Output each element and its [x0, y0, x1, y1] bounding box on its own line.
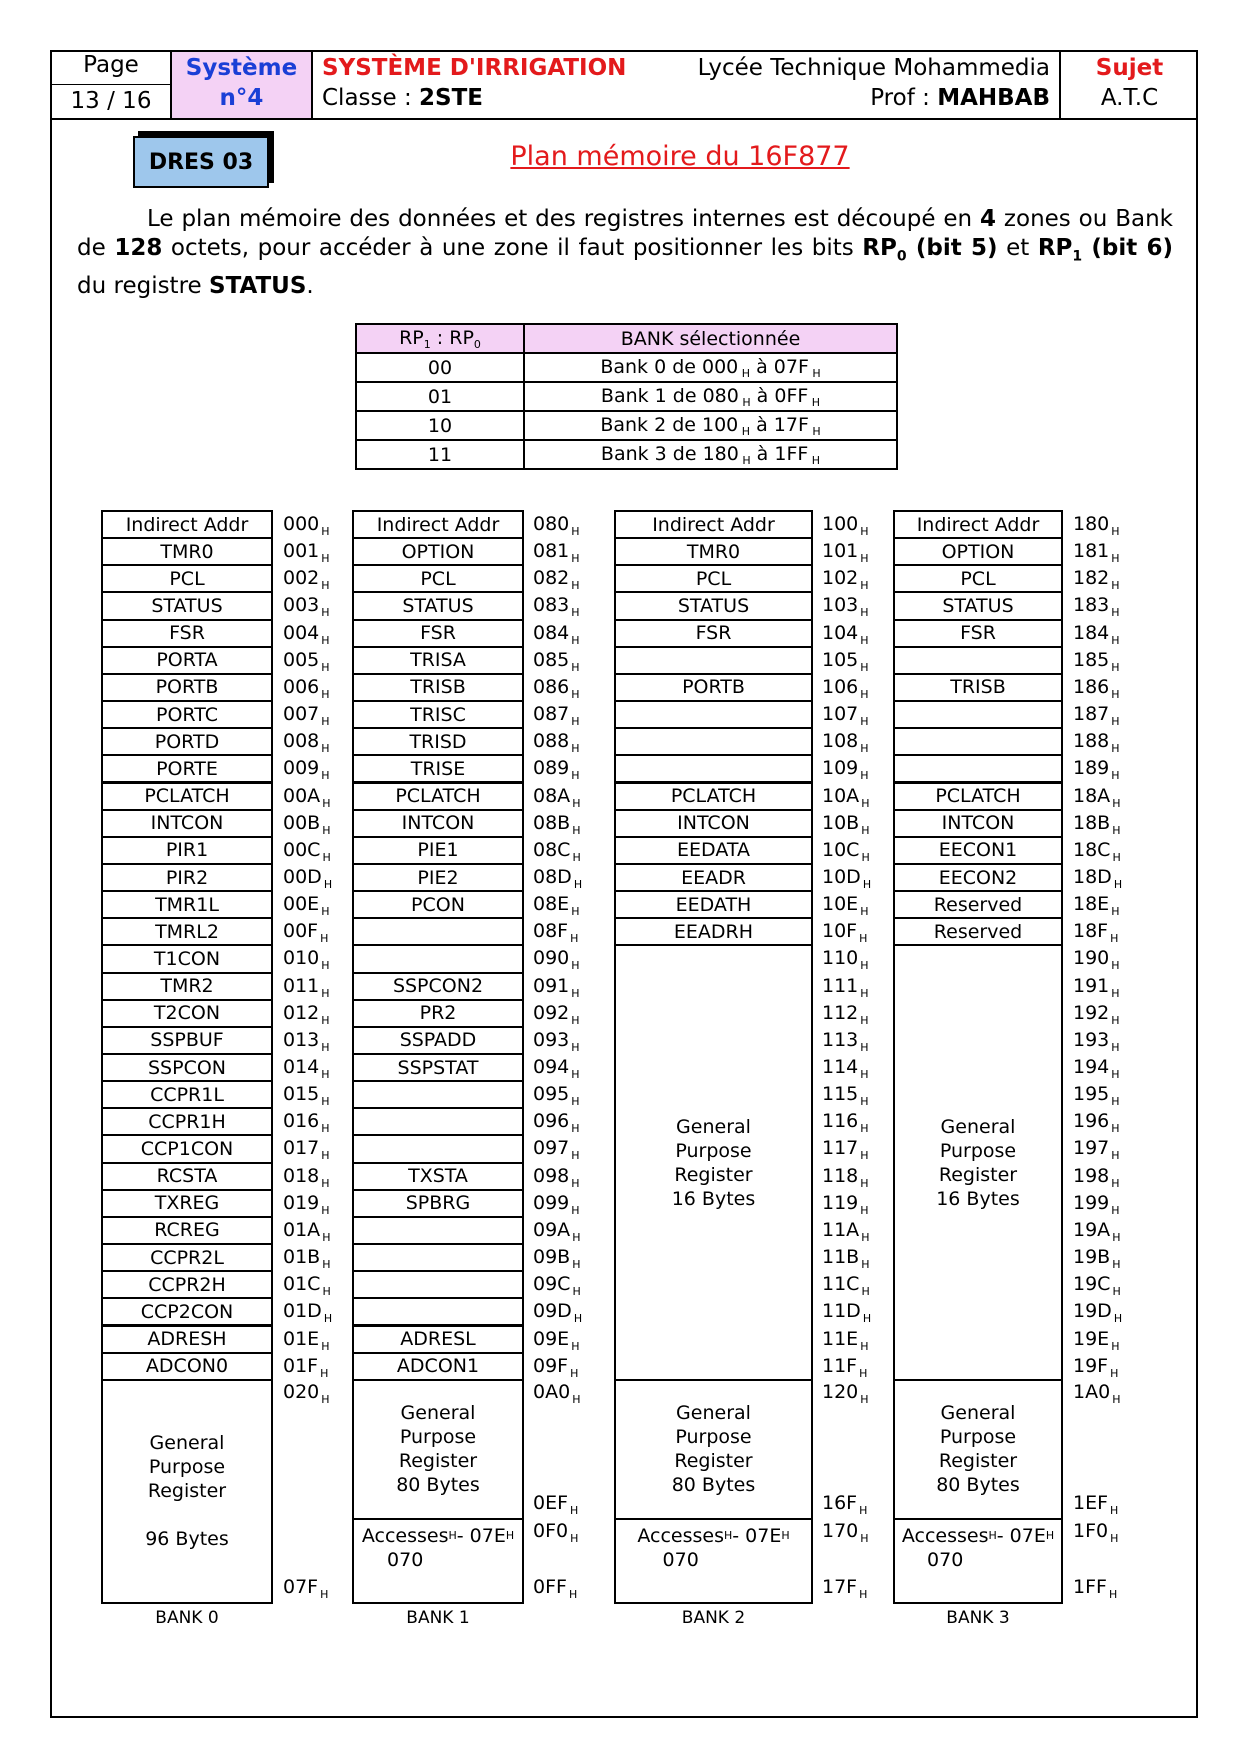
address-label: 190 $_H$ [1073, 947, 1120, 973]
register-cell [352, 1297, 524, 1326]
register-cell: PCLATCH [893, 782, 1063, 811]
address-label: 088 $_H$ [533, 730, 580, 756]
system-label: Système [185, 55, 298, 81]
address-label: 10B $_H$ [822, 811, 870, 837]
doc-title: SYSTÈME D'IRRIGATION [322, 55, 627, 81]
system-number: n°4 [219, 85, 264, 111]
register-cell: INTCON [614, 809, 813, 838]
address-label: 11A $_H$ [822, 1218, 870, 1244]
address-label: 020 $_H$ [283, 1380, 330, 1406]
gpr-block: General Purpose Register 80 Bytes [893, 1379, 1063, 1520]
address-label: 19F $_H$ [1073, 1354, 1119, 1380]
dres-badge: DRES 03 [133, 136, 269, 188]
register-cell [352, 1080, 524, 1109]
register-cell: PCLATCH [101, 782, 273, 811]
address-label: 10A $_H$ [822, 784, 870, 810]
address-label: 11F $_H$ [822, 1354, 868, 1380]
address-label: 005 $_H$ [283, 648, 330, 674]
address-label: 082 $_H$ [533, 567, 580, 593]
register-cell: Indirect Addr [101, 510, 273, 539]
table-header: BANK sélectionnée [524, 324, 897, 353]
address-label: 08A $_H$ [533, 784, 581, 810]
address-label: 09F $_H$ [533, 1354, 579, 1380]
register-cell: ADCON0 [101, 1352, 273, 1381]
address-label: 09E $_H$ [533, 1327, 580, 1353]
address-label: 18F $_H$ [1073, 920, 1119, 946]
register-cell: SPBRG [352, 1189, 524, 1218]
register-cell: TRISB [352, 673, 524, 702]
address-label: 09A $_H$ [533, 1218, 581, 1244]
register-cell: TXREG [101, 1189, 273, 1218]
subject-value: A.T.C [1100, 85, 1159, 111]
register-cell: TRISD [352, 727, 524, 756]
register-cell [352, 917, 524, 946]
register-cell: PCON [352, 890, 524, 919]
gpr-block: General Purpose Register 80 Bytes [352, 1379, 524, 1520]
prof-line [660, 85, 1050, 111]
gpr-16-block: General Purpose Register 16 Bytes [614, 944, 813, 1380]
page-number: 13 / 16 [70, 88, 152, 114]
divider [311, 50, 313, 119]
register-cell: PORTA [101, 646, 273, 675]
register-cell: EEADR [614, 863, 813, 892]
address-label: 07F $_H$ [283, 1576, 329, 1601]
bits-cell: 10 [356, 411, 524, 440]
address-label: 0A0 $_H$ [533, 1380, 581, 1406]
register-cell: TXSTA [352, 1162, 524, 1191]
register-cell: OPTION [893, 537, 1063, 566]
register-cell: INTCON [352, 809, 524, 838]
address-label: 090 $_H$ [533, 947, 580, 973]
address-label: 0F0 $_H$ [533, 1520, 579, 1545]
address-label: 089 $_H$ [533, 757, 580, 783]
address-label: 000 $_H$ [283, 513, 330, 538]
address-label: 182 $_H$ [1073, 567, 1120, 593]
bank-label: BANK 0 [155, 1608, 219, 1628]
address-label: 19C $_H$ [1073, 1273, 1121, 1299]
register-cell: PR2 [352, 999, 524, 1028]
register-cell: TMR0 [101, 537, 273, 566]
address-label: 114 $_H$ [822, 1056, 869, 1081]
register-cell: FSR [893, 619, 1063, 648]
address-label: 01D $_H$ [283, 1300, 333, 1326]
access-block: Accesses 070 H - 07E H [614, 1518, 813, 1604]
address-label: 003 $_H$ [283, 594, 330, 620]
register-cell: Reserved [893, 890, 1063, 919]
register-cell: PIE1 [352, 836, 524, 865]
address-label: 0FF $_H$ [533, 1576, 578, 1601]
register-cell: TRISB [893, 673, 1063, 702]
address-label: 1EF $_H$ [1073, 1492, 1119, 1517]
register-cell [352, 1243, 524, 1272]
address-label: 196 $_H$ [1073, 1110, 1120, 1136]
register-cell: CCPR1L [101, 1080, 273, 1109]
address-label: 106 $_H$ [822, 675, 869, 701]
address-label: 11E $_H$ [822, 1327, 869, 1353]
register-cell: TRISA [352, 646, 524, 675]
address-label: 002 $_H$ [283, 567, 330, 593]
register-cell: SSPBUF [101, 1026, 273, 1055]
address-label: 18A $_H$ [1073, 784, 1121, 810]
address-label: 181 $_H$ [1073, 540, 1120, 566]
address-label: 091 $_H$ [533, 974, 580, 1000]
address-label: 193 $_H$ [1073, 1028, 1120, 1054]
register-cell: OPTION [352, 537, 524, 566]
register-cell: PCL [614, 564, 813, 593]
address-label: 08C $_H$ [533, 838, 581, 864]
address-label: 016 $_H$ [283, 1110, 330, 1136]
bank-range-cell: Bank 0 de 000 $_H$ à 07F $_H$ [524, 353, 897, 382]
register-cell: SSPCON [101, 1053, 273, 1082]
register-cell: Indirect Addr [893, 510, 1063, 539]
address-label: 189 $_H$ [1073, 757, 1120, 783]
address-label: 10E $_H$ [822, 893, 869, 919]
address-label: 195 $_H$ [1073, 1083, 1120, 1109]
register-cell: SSPSTAT [352, 1053, 524, 1082]
address-label: 16F $_H$ [822, 1492, 868, 1517]
table-row [356, 382, 897, 411]
address-label: 18E $_H$ [1073, 893, 1120, 919]
header-bottom-line [50, 118, 1198, 120]
bank-range-cell: Bank 2 de 100 $_H$ à 17F $_H$ [524, 411, 897, 440]
address-label: 00C $_H$ [283, 838, 331, 864]
access-block: Accesses 070 H - 07E H [352, 1518, 524, 1604]
access-block: Accesses 070 H - 07E H [893, 1518, 1063, 1604]
address-label: 116 $_H$ [822, 1110, 869, 1136]
register-cell: INTCON [101, 809, 273, 838]
register-cell: STATUS [101, 591, 273, 620]
address-label: 186 $_H$ [1073, 675, 1120, 701]
address-label: 111 $_H$ [822, 974, 869, 1000]
register-cell: PIE2 [352, 863, 524, 892]
address-label: 18B $_H$ [1073, 811, 1121, 837]
address-label: 008 $_H$ [283, 730, 330, 756]
address-label: 10D $_H$ [822, 865, 872, 891]
address-label: 109 $_H$ [822, 757, 869, 783]
address-label: 01F $_H$ [283, 1354, 329, 1380]
register-cell: PIR1 [101, 836, 273, 865]
register-cell: PORTB [101, 673, 273, 702]
address-label: 119 $_H$ [822, 1191, 869, 1217]
address-label: 096 $_H$ [533, 1110, 580, 1136]
address-label: 01A $_H$ [283, 1218, 331, 1244]
address-label: 185 $_H$ [1073, 648, 1120, 674]
address-label: 108 $_H$ [822, 730, 869, 756]
register-cell: TMR0 [614, 537, 813, 566]
address-label: 01C $_H$ [283, 1273, 331, 1299]
table-row [356, 353, 897, 382]
register-cell: ADCON1 [352, 1352, 524, 1381]
register-cell: EECON1 [893, 836, 1063, 865]
address-label: 09C $_H$ [533, 1273, 581, 1299]
register-cell: STATUS [614, 591, 813, 620]
class-value: 2STE [419, 85, 483, 111]
register-cell: CCPR1H [101, 1107, 273, 1136]
bits-cell: 11 [356, 440, 524, 469]
address-label: 103 $_H$ [822, 594, 869, 620]
prof-label: Prof : [870, 85, 938, 111]
address-label: 11B $_H$ [822, 1246, 870, 1272]
register-cell: PORTD [101, 727, 273, 756]
address-label: 08D $_H$ [533, 865, 583, 891]
address-label: 19D $_H$ [1073, 1300, 1123, 1326]
register-cell: TRISE [352, 754, 524, 783]
bits-cell: 00 [356, 353, 524, 382]
register-cell [893, 754, 1063, 783]
address-label: 0EF $_H$ [533, 1492, 579, 1517]
address-label: 120 $_H$ [822, 1380, 869, 1406]
address-label: 095 $_H$ [533, 1083, 580, 1109]
register-cell [614, 646, 813, 675]
address-label: 00B $_H$ [283, 811, 331, 837]
register-cell [352, 1134, 524, 1163]
register-cell: PORTB [614, 673, 813, 702]
address-label: 010 $_H$ [283, 947, 330, 973]
class-line [322, 85, 483, 111]
register-cell: PORTC [101, 700, 273, 729]
address-label: 019 $_H$ [283, 1191, 330, 1217]
address-label: 184 $_H$ [1073, 621, 1120, 647]
address-label: 018 $_H$ [283, 1164, 330, 1190]
divider [50, 84, 171, 85]
address-label: 19E $_H$ [1073, 1327, 1120, 1353]
address-label: 084 $_H$ [533, 621, 580, 647]
address-label: 183 $_H$ [1073, 594, 1120, 620]
address-label: 110 $_H$ [822, 947, 869, 973]
register-cell: EEDATA [614, 836, 813, 865]
register-cell [614, 754, 813, 783]
address-label: 015 $_H$ [283, 1083, 330, 1109]
address-label: 192 $_H$ [1073, 1001, 1120, 1027]
register-cell: Indirect Addr [352, 510, 524, 539]
register-cell: PCLATCH [352, 782, 524, 811]
address-label: 09B $_H$ [533, 1246, 581, 1272]
register-cell: RCSTA [101, 1162, 273, 1191]
address-label: 00E $_H$ [283, 893, 330, 919]
address-label: 01B $_H$ [283, 1246, 331, 1272]
register-cell: SSPADD [352, 1026, 524, 1055]
gpr-block: General Purpose Register 96 Bytes [101, 1379, 273, 1604]
address-label: 013 $_H$ [283, 1028, 330, 1054]
register-cell: PCL [101, 564, 273, 593]
address-label: 09D $_H$ [533, 1300, 583, 1326]
address-label: 093 $_H$ [533, 1028, 580, 1054]
address-label: 017 $_H$ [283, 1137, 330, 1163]
register-cell: RCREG [101, 1216, 273, 1245]
register-cell: TMR1L [101, 890, 273, 919]
register-cell: PCL [352, 564, 524, 593]
address-label: 115 $_H$ [822, 1083, 869, 1109]
bank-label: BANK 3 [946, 1608, 1010, 1628]
table-header: $RP_1$ : $RP_0$ [356, 324, 524, 353]
register-cell: FSR [352, 619, 524, 648]
address-label: 00A $_H$ [283, 784, 331, 810]
address-label: 00D $_H$ [283, 865, 333, 891]
register-cell [352, 1216, 524, 1245]
register-cell: STATUS [352, 591, 524, 620]
address-label: 117 $_H$ [822, 1137, 869, 1163]
register-cell: EEDATH [614, 890, 813, 919]
register-cell: CCP1CON [101, 1134, 273, 1163]
register-cell [352, 1270, 524, 1299]
address-label: 180 $_H$ [1073, 513, 1120, 538]
address-label: 001 $_H$ [283, 540, 330, 566]
register-cell: EECON2 [893, 863, 1063, 892]
address-label: 105 $_H$ [822, 648, 869, 674]
address-label: 17F $_H$ [822, 1576, 868, 1601]
address-label: 100 $_H$ [822, 513, 869, 538]
address-label: 098 $_H$ [533, 1164, 580, 1190]
address-label: 198 $_H$ [1073, 1164, 1120, 1190]
address-label: 009 $_H$ [283, 757, 330, 783]
address-label: 18D $_H$ [1073, 865, 1123, 891]
gpr-block: General Purpose Register 80 Bytes [614, 1379, 813, 1520]
address-label: 18C $_H$ [1073, 838, 1121, 864]
address-label: 101 $_H$ [822, 540, 869, 566]
address-label: 1A0 $_H$ [1073, 1380, 1121, 1406]
register-cell: T1CON [101, 944, 273, 973]
address-label: 170 $_H$ [822, 1520, 869, 1545]
address-label: 01E $_H$ [283, 1327, 330, 1353]
address-label: 08F $_H$ [533, 920, 579, 946]
address-label: 081 $_H$ [533, 540, 580, 566]
subject-label: Sujet [1095, 55, 1164, 81]
register-cell: EEADRH [614, 917, 813, 946]
address-label: 099 $_H$ [533, 1191, 580, 1217]
address-label: 1F0 $_H$ [1073, 1520, 1119, 1545]
bank-select-table [355, 323, 898, 470]
table-row [356, 440, 897, 469]
address-label: 188 $_H$ [1073, 730, 1120, 756]
register-cell: FSR [101, 619, 273, 648]
address-label: 107 $_H$ [822, 703, 869, 729]
address-label: 012 $_H$ [283, 1001, 330, 1027]
register-cell: STATUS [893, 591, 1063, 620]
register-cell: Reserved [893, 917, 1063, 946]
page-label: Page [83, 52, 139, 78]
address-label: 08E $_H$ [533, 893, 580, 919]
class-label: Classe : [322, 85, 420, 111]
register-cell: FSR [614, 619, 813, 648]
address-label: 1FF $_H$ [1073, 1576, 1118, 1601]
address-label: 102 $_H$ [822, 567, 869, 593]
address-label: 19B $_H$ [1073, 1246, 1121, 1272]
address-label: 197 $_H$ [1073, 1137, 1120, 1163]
gpr-16-block: General Purpose Register 16 Bytes [893, 944, 1063, 1380]
address-label: 006 $_H$ [283, 675, 330, 701]
register-cell: CCP2CON [101, 1297, 273, 1326]
address-label: 191 $_H$ [1073, 974, 1120, 1000]
address-label: 194 $_H$ [1073, 1056, 1120, 1081]
address-label: 08B $_H$ [533, 811, 581, 837]
address-label: 004 $_H$ [283, 621, 330, 647]
register-cell [352, 944, 524, 973]
intro-paragraph: Le plan mémoire des données et des registres internes est découpé en 4 zones ou Bank de 128 octets, pour accéder à une zone il faut positionner les bits $RP_0$ (bit 5) et $RP_1$ (bit 6) du registre STATUS. [77, 206, 1174, 299]
register-cell: CCPR2L [101, 1243, 273, 1272]
bank-range-cell: Bank 1 de 080 $_H$ à 0FF $_H$ [524, 382, 897, 411]
address-label: 118 $_H$ [822, 1164, 869, 1190]
address-label: 094 $_H$ [533, 1056, 580, 1081]
address-label: 014 $_H$ [283, 1056, 330, 1081]
register-cell: TMRL2 [101, 917, 273, 946]
address-label: 007 $_H$ [283, 703, 330, 729]
register-cell [352, 1107, 524, 1136]
register-cell: ADRESH [101, 1325, 273, 1354]
register-cell [614, 700, 813, 729]
address-label: 087 $_H$ [533, 703, 580, 729]
address-label: 083 $_H$ [533, 594, 580, 620]
register-cell: TMR2 [101, 972, 273, 1001]
register-cell: PCL [893, 564, 1063, 593]
register-cell [893, 700, 1063, 729]
register-cell: TRISC [352, 700, 524, 729]
address-label: 11D $_H$ [822, 1300, 872, 1326]
register-cell: ADRESL [352, 1325, 524, 1354]
register-cell: PCLATCH [614, 782, 813, 811]
address-label: 00F $_H$ [283, 920, 329, 946]
address-label: 092 $_H$ [533, 1001, 580, 1027]
address-label: 104 $_H$ [822, 621, 869, 647]
register-cell: SSPCON2 [352, 972, 524, 1001]
register-cell: Indirect Addr [614, 510, 813, 539]
bank-range-cell: Bank 3 de 180 $_H$ à 1FF $_H$ [524, 440, 897, 469]
register-cell: INTCON [893, 809, 1063, 838]
address-label: 085 $_H$ [533, 648, 580, 674]
address-label: 086 $_H$ [533, 675, 580, 701]
address-label: 11C $_H$ [822, 1273, 870, 1299]
register-cell: CCPR2H [101, 1270, 273, 1299]
register-cell: PORTE [101, 754, 273, 783]
address-label: 10F $_H$ [822, 920, 868, 946]
bank-label: BANK 1 [406, 1608, 470, 1628]
bank-label: BANK 2 [681, 1608, 746, 1628]
address-label: 199 $_H$ [1073, 1191, 1120, 1217]
address-label: 113 $_H$ [822, 1028, 869, 1054]
register-cell: T2CON [101, 999, 273, 1028]
register-cell [893, 727, 1063, 756]
address-label: 19A $_H$ [1073, 1218, 1121, 1244]
table-row [356, 411, 897, 440]
prof-value: MAHBAB [937, 85, 1050, 111]
address-label: 097 $_H$ [533, 1137, 580, 1163]
register-cell: PIR2 [101, 863, 273, 892]
register-cell [614, 727, 813, 756]
address-label: 10C $_H$ [822, 838, 870, 864]
address-label: 011 $_H$ [283, 974, 330, 1000]
address-label: 080 $_H$ [533, 513, 580, 538]
address-label: 187 $_H$ [1073, 703, 1120, 729]
bits-cell: 01 [356, 382, 524, 411]
school-name: Lycée Technique Mohammedia [697, 55, 1050, 81]
page-title: Plan mémoire du 16F877 [510, 141, 850, 172]
address-label: 112 $_H$ [822, 1001, 869, 1027]
register-cell [893, 646, 1063, 675]
